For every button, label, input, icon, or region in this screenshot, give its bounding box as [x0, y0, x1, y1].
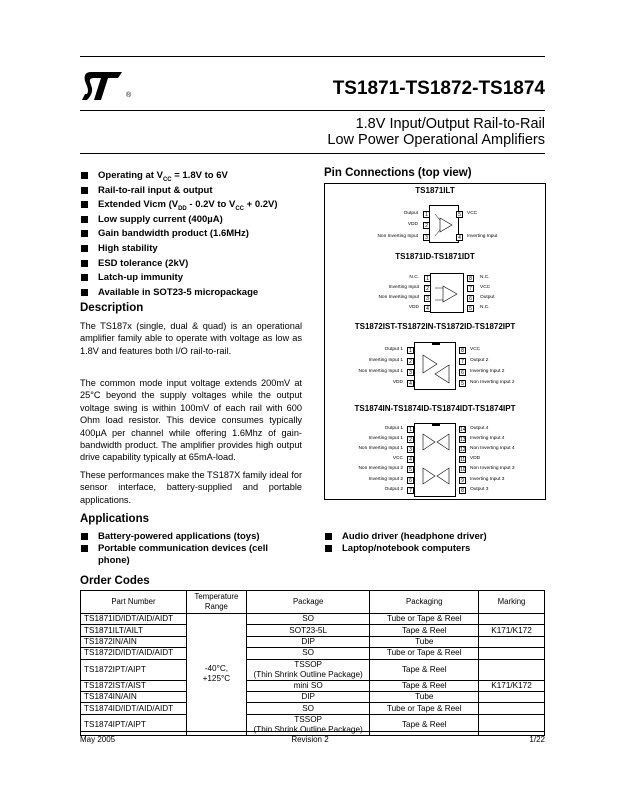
feature-item: Available in SOT23-5 micropackage: [80, 286, 310, 301]
pin-number: 6: [467, 295, 474, 302]
pin-number: 4: [407, 456, 414, 463]
footer-date: May 2005: [80, 735, 116, 744]
pin-label: VDD: [392, 380, 403, 385]
package-cell: DIP: [246, 691, 370, 702]
packaging-cell: Tube or Tape & Reel: [370, 703, 479, 714]
packaging-cell: Tape & Reel: [370, 625, 479, 636]
pin-number: 14: [460, 427, 466, 433]
pin-label: VCC: [392, 456, 403, 461]
pin-number: 10: [460, 467, 466, 473]
pin-label: VDD: [408, 305, 419, 310]
pin-number: 7: [467, 285, 474, 292]
part-number-cell: TS1874IPT/AIPT: [81, 714, 187, 735]
package-cell: TSSOP (Thin Shrink Outline Package): [246, 714, 370, 735]
feature-item: Gain bandwidth product (1.6MHz): [80, 227, 310, 242]
package-caption: TS1874IN-TS1874ID-TS1874IDT-TS1874IPT: [354, 404, 516, 413]
table-row: [81, 636, 545, 647]
package-cell: SO: [246, 614, 370, 625]
pin-label: VCC: [470, 347, 481, 352]
pin-number: 13: [460, 437, 466, 443]
pin-number: 2: [424, 285, 431, 292]
pin-number: 5: [459, 380, 466, 387]
package-cell: TSSOP (Thin Shrink Outline Package): [246, 659, 370, 680]
pin-label: Inverting Input 1: [368, 436, 403, 441]
part-number-cell: TS1871ILT/AILT: [81, 625, 187, 636]
package-cell: SO: [246, 648, 370, 659]
pin-number: 6: [459, 369, 466, 376]
pin-number: 8: [459, 487, 466, 494]
pin-label: Non Inverting Input: [377, 234, 418, 239]
marking-cell: [479, 659, 545, 680]
pin-label: Inverting Input: [388, 285, 419, 290]
packaging-cell: Tube or Tape & Reel: [370, 648, 479, 659]
table-header-row: [81, 591, 545, 614]
column-header: Part Number: [81, 591, 187, 614]
pin-label: Non Inverting Input 2: [358, 466, 403, 471]
marking-cell: [479, 714, 545, 735]
pin-number: 5: [467, 305, 474, 312]
pin-number: 4: [456, 234, 463, 241]
pin-label: Output 4: [470, 426, 489, 431]
package-caption: TS1872IST-TS1872IN-TS1872ID-TS1872IPT: [354, 322, 516, 331]
feature-item: Rail-to-rail input & output: [80, 184, 310, 199]
ic-body: [414, 342, 456, 390]
pin-number: 12: [460, 447, 466, 453]
table-row: [81, 659, 545, 680]
feature-item: Latch-up immunity: [80, 271, 310, 286]
table-row: [81, 648, 545, 659]
package-cell: SOT23-5L: [246, 625, 370, 636]
marking-cell: K171/K172: [479, 625, 545, 636]
feature-item: ESD tolerance (2kV): [80, 257, 310, 272]
pin-label: Output: [480, 295, 495, 300]
package-caption: TS1871ID-TS1871IDT: [395, 252, 475, 261]
packaging-cell: Tube: [370, 691, 479, 702]
table-row: [81, 680, 545, 691]
pin-label: Non Inverting Input: [378, 295, 419, 300]
pin-label: VDD: [470, 456, 481, 461]
pin-label: Inverting Input 1: [368, 358, 403, 363]
pin-number: 1: [407, 347, 414, 354]
subtitle-line-1: 1.8V Input/Output Rail-to-Rail: [355, 116, 545, 132]
package-cell: DIP: [246, 636, 370, 647]
order-codes-heading: Order Codes: [80, 575, 150, 587]
packaging-cell: Tape & Reel: [370, 659, 479, 680]
pin-label: Output 1: [384, 347, 403, 352]
applications-heading: Applications: [80, 513, 150, 525]
pin-label: Output 3: [470, 487, 489, 492]
pin-number: 3: [407, 369, 414, 376]
feature-item: Extended Vicm ($V_{DD} - 0.2V$ to $V_{CC} + 0.2V$): [80, 198, 310, 213]
pin-label: Non Inverting Input 3: [470, 466, 515, 471]
pin-label: Output 2: [470, 358, 489, 363]
application-item: Portable communication devices (cell phone): [80, 543, 300, 566]
pin-label: N.C.: [409, 275, 419, 280]
pin-number: 3: [407, 446, 414, 453]
column-header: Temperature Range: [186, 591, 246, 614]
column-header: Marking: [479, 591, 545, 614]
pin-number: 4: [424, 305, 431, 312]
pin-label: Inverting Input 2: [470, 369, 505, 374]
marking-cell: [479, 614, 545, 625]
pin-connections-heading: Pin Connections (top view): [324, 167, 472, 179]
description-paragraph: These performances make the TS187X family ideal for sensor interface, battery-supplied and portable applications.: [80, 470, 302, 505]
table-row: [81, 714, 545, 735]
marking-cell: K171/K172: [479, 680, 545, 691]
application-item: Laptop/notebook computers: [324, 543, 544, 555]
pin-number: 6: [407, 477, 414, 484]
pin-number: 3: [424, 295, 431, 302]
part-number-cell: TS1872IST/AIST: [81, 680, 187, 691]
pin-number: 3: [423, 234, 430, 241]
table-row: [81, 614, 545, 625]
part-number-cell: TS1871ID/IDT/AID/AIDT: [81, 614, 187, 625]
ic-body: [414, 423, 456, 497]
feature-item: High stability: [80, 242, 310, 257]
ic-body: [429, 205, 459, 243]
application-item: Audio driver (headphone driver): [324, 531, 544, 543]
pin-label: VCC: [480, 285, 491, 290]
description-heading: Description: [80, 302, 144, 314]
temperature-cell: -40°C, +125°C: [186, 614, 246, 736]
packaging-cell: Tape & Reel: [370, 680, 479, 691]
pin-number: 1: [407, 426, 414, 433]
package-cell: SO: [246, 703, 370, 714]
pin-label: Non Inverting Input 2: [470, 380, 515, 385]
package-cell: mini SO: [246, 680, 370, 691]
feature-list: [80, 169, 310, 300]
pin-number: 5: [407, 466, 414, 473]
header-rule: [80, 56, 545, 57]
footer-rule: [80, 731, 545, 732]
pin-number: 2: [407, 436, 414, 443]
column-header: Packaging: [370, 591, 479, 614]
marking-cell: [479, 648, 545, 659]
pin-number: 2: [423, 222, 430, 229]
pin-label: Output 1: [384, 426, 403, 431]
table-row: [81, 625, 545, 636]
pin-label: N.C.: [480, 275, 490, 280]
pin-label: Output 2: [384, 487, 403, 492]
part-number-cell: TS1872IPT/AIPT: [81, 659, 187, 680]
feature-item: Operating at $V_{CC} = 1.8V$ to 6V: [80, 169, 310, 184]
subtitle-line-2: Low Power Operational Amplifiers: [327, 132, 545, 148]
description-paragraph: The TS187x (single, dual & quad) is an operational amplifier family able to operate with voltage as low as 1.8V and features both I/O rail-to-rail.: [80, 321, 302, 356]
registered-mark: ®: [126, 92, 132, 99]
package-caption: TS1871ILT: [415, 186, 455, 195]
footer-page-number: 1/22: [529, 735, 545, 744]
pin-number: 8: [459, 347, 466, 354]
part-number-cell: TS1874IN/AIN: [81, 691, 187, 702]
description-paragraph: The common mode input voltage extends 200mV at 25°C beyond the supply voltages while the output voltage swing is within 100mV of each rail with 600 Ohm load resistor. This device consumes typically 400µA per channel while offering 1.6Mhz of gain-bandwidth product. The amplifier provides high output drive capability typically at 65mA-load.: [80, 378, 302, 463]
pin-label: Inverting Input 4: [470, 436, 505, 441]
title-rule: [80, 110, 545, 111]
packaging-cell: Tube or Tape & Reel: [370, 614, 479, 625]
pin-label: Inverting Input: [467, 234, 498, 239]
marking-cell: [479, 703, 545, 714]
pin-label: Non Inverting Input 1: [358, 446, 403, 451]
table-row: [81, 691, 545, 702]
pin-label: Non Inverting Input 4: [470, 446, 515, 451]
footer-revision: Revision 2: [291, 735, 329, 744]
st-logo: [82, 66, 128, 106]
application-item: Battery-powered applications (toys): [80, 531, 305, 543]
pin-number: 7: [459, 358, 466, 365]
pin-label: VCC: [467, 211, 478, 216]
subtitle-rule: [80, 153, 545, 154]
pin-number: 11: [460, 457, 466, 463]
ic-body: [430, 273, 464, 313]
marking-cell: [479, 636, 545, 647]
pin-number: 1: [424, 275, 431, 282]
packaging-cell: Tape & Reel: [370, 714, 479, 735]
pin-number: 2: [407, 358, 414, 365]
part-number-cell: TS1872ID/IDT/AID/AIDT: [81, 648, 187, 659]
pin-number: 8: [467, 275, 474, 282]
document-title: TS1871-TS1872-TS1874: [332, 78, 545, 99]
table-row: [81, 703, 545, 714]
pin-number: 9: [459, 477, 466, 484]
order-codes-table: [80, 590, 545, 736]
pin-number: 5: [456, 211, 463, 218]
packaging-cell: Tube: [370, 636, 479, 647]
pin-label: N.C.: [480, 305, 490, 310]
pin-label: Non Inverting Input 1: [358, 369, 403, 374]
pin-label: Inverting Input 2: [368, 477, 403, 482]
part-number-cell: TS1872IN/AIN: [81, 636, 187, 647]
pin-number: 4: [407, 380, 414, 387]
marking-cell: [479, 691, 545, 702]
column-header: Package: [246, 591, 370, 614]
pin-label: Output: [403, 211, 418, 216]
pin-label: VDD: [407, 222, 418, 227]
pin-number: 7: [407, 487, 414, 494]
part-number-cell: TS1874ID/IDT/AID/AIDT: [81, 703, 187, 714]
pin-label: Inverting Input 3: [470, 477, 505, 482]
feature-item: Low supply current (400µA): [80, 213, 310, 228]
pin-number: 1: [423, 211, 430, 218]
